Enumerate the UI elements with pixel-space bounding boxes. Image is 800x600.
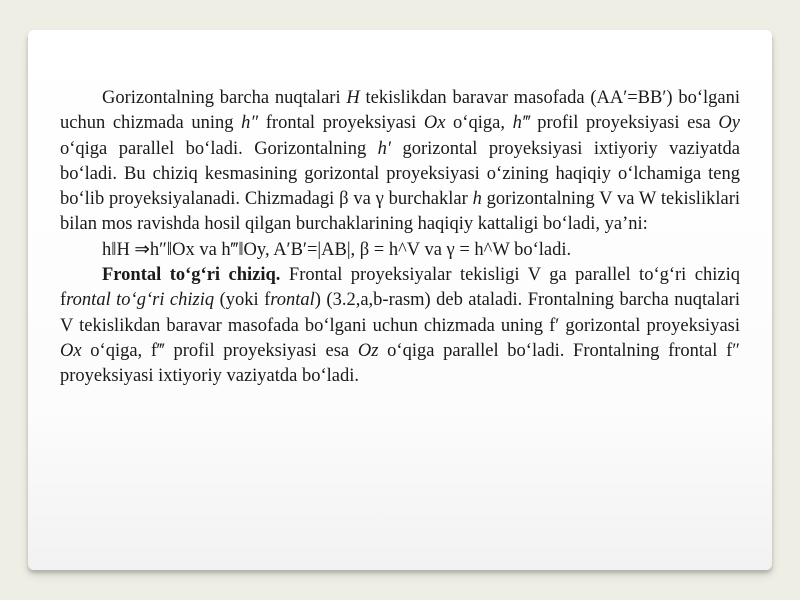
text-run: o‘qiga, f‴ profil proyeksiyasi esa xyxy=(81,340,358,361)
text-run: o‘qiga parallel bo‘ladi. Gorizontalning xyxy=(60,138,378,159)
italic-symbol: h‴ xyxy=(512,113,530,134)
text-run: frontal proyeksiyasi xyxy=(258,113,424,134)
text-run: profil proyeksiyasi esa xyxy=(529,113,719,134)
text-run: (yoki f xyxy=(214,290,271,311)
section-heading: Frontal to‘g‘ri chiziq. xyxy=(102,265,281,286)
italic-symbol: Ox xyxy=(60,340,82,361)
italic-symbol: Oy xyxy=(718,113,740,134)
italic-symbol: Oz xyxy=(357,340,379,361)
italic-symbol: Ox xyxy=(423,113,446,134)
text-run: gorizontal proyeksiyasi ixtiyoriy vaziyatda bo‘ladi. Bu chiziq kesmasining gorizontal proyeksiyasi o‘zining haqiqiy o‘lchamiga teng bo‘lib proyeksiyalanadi. Chizmadagi β va γ burchaklar xyxy=(60,138,740,210)
text-run: o‘qiga parallel bo‘ladi. Frontalning frontal f″ proyeksiyasi ixtiyoriy vaziyatda bo‘ladi. xyxy=(60,340,740,387)
text-run: o‘qiga, xyxy=(445,113,513,134)
italic-symbol: h xyxy=(472,189,482,210)
paragraph-horizontal-line xyxy=(60,86,740,238)
italic-term: rontal to‘g‘ri chiziq xyxy=(66,290,215,311)
text-run: Frontal proyeksiyalar tekisligi V ga parallel to‘g‘ri chiziq f xyxy=(60,265,740,311)
italic-symbol: h′ xyxy=(377,138,391,159)
slide-text xyxy=(60,86,740,390)
italic-term: rontal xyxy=(270,290,315,311)
text-run: Gorizontalning barcha nuqtalari xyxy=(102,88,347,108)
paragraph-frontal-line xyxy=(60,263,740,389)
text-run: ) (3.2,a,b-rasm) deb ataladi. Frontalning barcha nuqtalari V tekislikdan baravar masofada bo‘lgani uchun chizmada uning f′ gorizontal proyeksiyasi xyxy=(60,290,740,336)
italic-symbol: h″ xyxy=(241,113,259,134)
formula-line: h‖H ⇒h″‖Ox va h‴‖Oy, A′B′=|AB|, β = h^V va γ = h^W bo‘ladi. xyxy=(102,239,572,260)
text-run: tekislikdan baravar masofada (AA′=BB′) bo‘lgani uchun chizmada uning xyxy=(60,88,740,134)
text-run: gorizontalning V va W tekisliklari bilan mos ravishda hosil qilgan burchaklarining haqiqiy kattaligi bo‘ladi, ya’ni: xyxy=(60,189,740,235)
italic-symbol: H xyxy=(346,88,360,108)
